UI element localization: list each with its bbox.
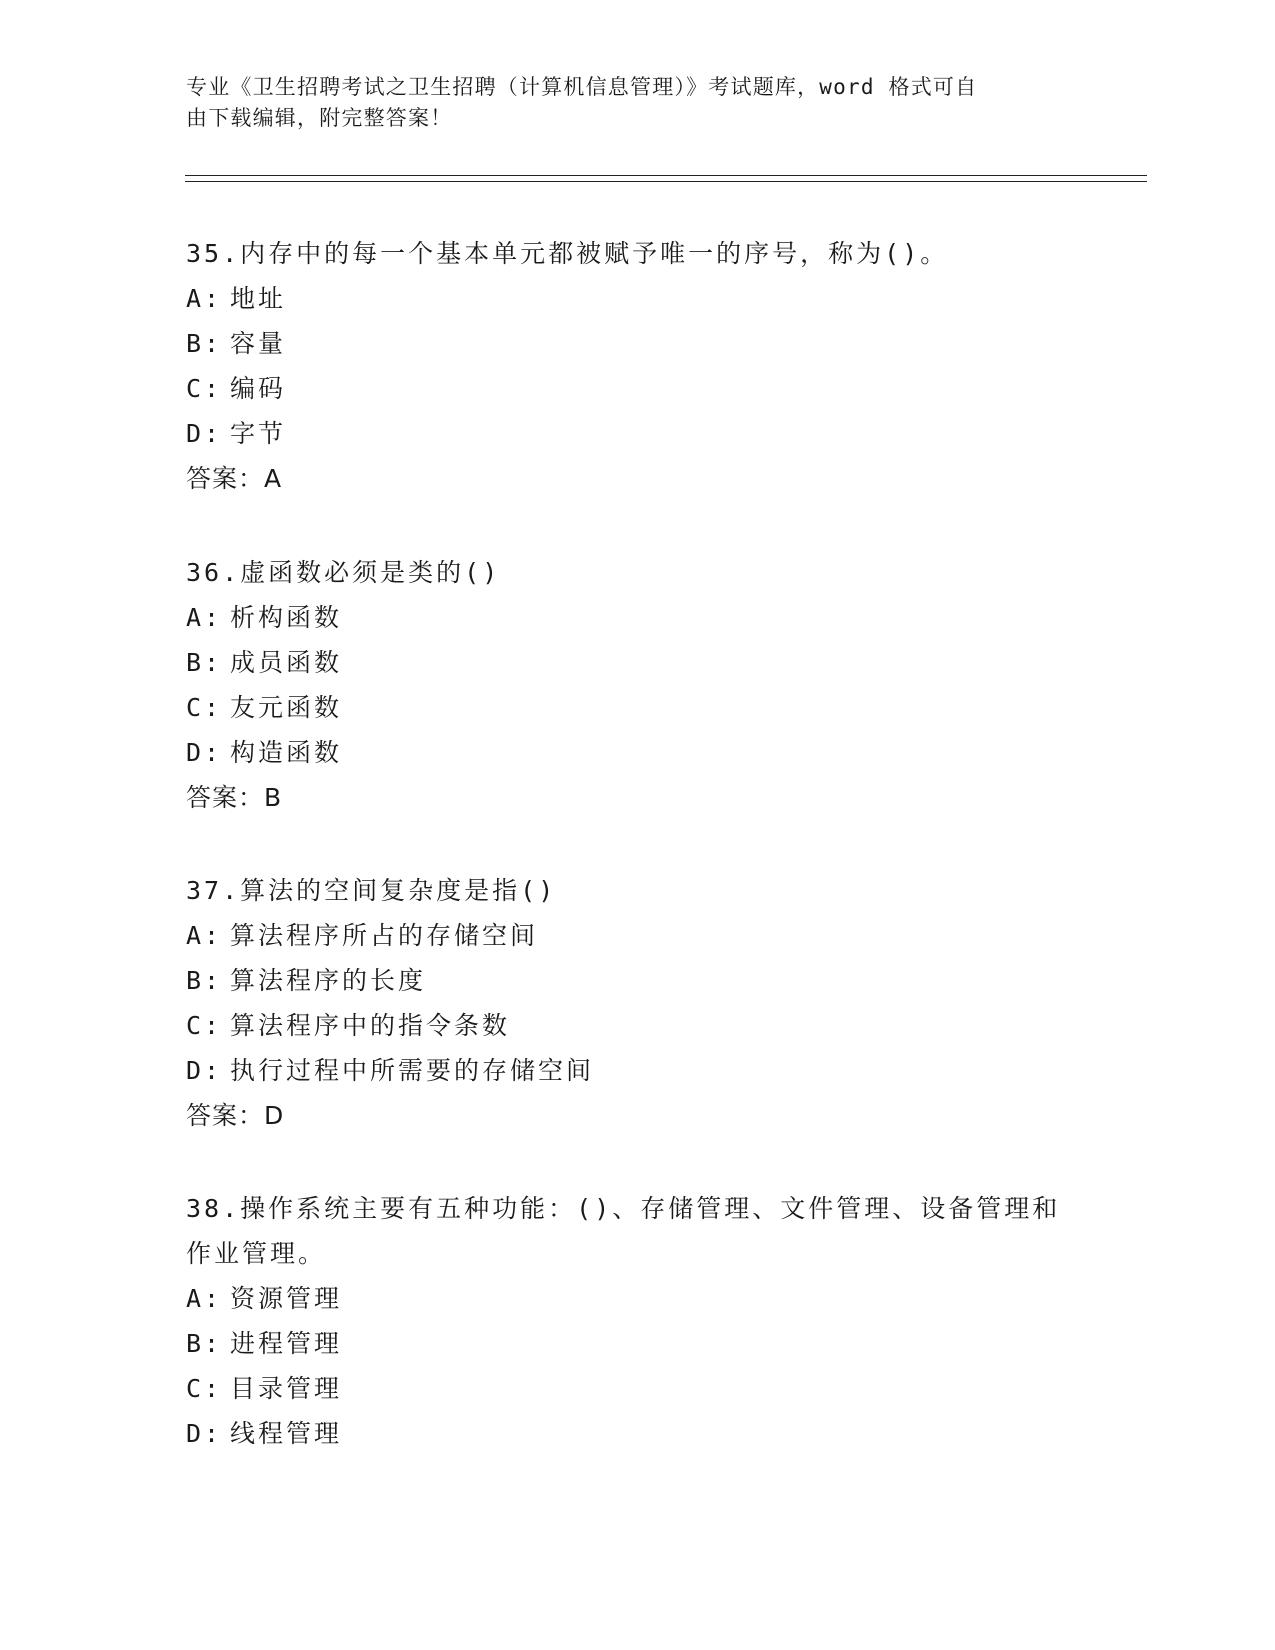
option-text: 执行过程中所需要的存储空间	[230, 1056, 595, 1085]
option-a	[186, 276, 1086, 321]
question-36	[186, 550, 1086, 820]
option-letter: C:	[186, 1374, 223, 1403]
option-letter: B:	[186, 966, 223, 995]
option-c	[186, 685, 1086, 730]
question-stem: 37.算法的空间复杂度是指()	[186, 876, 557, 905]
header-line-1: 专业《卫生招聘考试之卫生招聘（计算机信息管理）》考试题库，word 格式可自	[186, 75, 978, 99]
option-text: 字节	[230, 419, 287, 448]
option-a	[186, 913, 1086, 958]
option-text: 编码	[230, 374, 287, 403]
option-text: 算法程序的长度	[230, 966, 427, 995]
document-header	[186, 72, 1066, 134]
option-d	[186, 411, 1086, 456]
option-letter: D:	[186, 1056, 223, 1085]
option-text: 友元函数	[230, 693, 343, 722]
header-divider-bottom	[185, 181, 1147, 182]
question-stem: 36.虚函数必须是类的()	[186, 558, 501, 587]
option-text: 算法程序中的指令条数	[230, 1011, 511, 1040]
option-text: 成员函数	[230, 648, 343, 677]
option-text: 目录管理	[230, 1374, 343, 1403]
option-letter: D:	[186, 738, 223, 767]
option-text: 进程管理	[230, 1329, 343, 1358]
question-stem-line-2: 作业管理。	[186, 1239, 327, 1268]
option-b	[186, 321, 1086, 366]
question-37	[186, 868, 1086, 1138]
option-text: 线程管理	[230, 1419, 343, 1448]
option-a	[186, 1276, 1086, 1321]
option-letter: B:	[186, 1329, 223, 1358]
option-b	[186, 640, 1086, 685]
option-letter: C:	[186, 1011, 223, 1040]
option-b	[186, 958, 1086, 1003]
option-c	[186, 1003, 1086, 1048]
option-letter: A:	[186, 1284, 223, 1313]
option-letter: A:	[186, 921, 223, 950]
option-letter: D:	[186, 1419, 223, 1448]
option-b	[186, 1321, 1086, 1366]
option-letter: C:	[186, 374, 223, 403]
option-text: 资源管理	[230, 1284, 343, 1313]
header-divider-top	[185, 175, 1147, 176]
question-35	[186, 231, 1086, 501]
option-d	[186, 1048, 1086, 1093]
option-text: 地址	[230, 284, 287, 313]
option-a	[186, 595, 1086, 640]
question-38	[186, 1186, 1086, 1456]
option-letter: A:	[186, 603, 223, 632]
question-stem: 35.内存中的每一个基本单元都被赋予唯一的序号，称为()。	[186, 239, 949, 268]
answer-line: 答案：B	[186, 783, 283, 812]
option-d	[186, 730, 1086, 775]
option-text: 析构函数	[230, 603, 343, 632]
option-text: 构造函数	[230, 738, 343, 767]
option-c	[186, 1366, 1086, 1411]
question-stem-line-1: 38.操作系统主要有五种功能：()、存储管理、文件管理、设备管理和	[186, 1194, 1061, 1223]
option-letter: A:	[186, 284, 223, 313]
option-letter: B:	[186, 329, 223, 358]
option-text: 容量	[230, 329, 287, 358]
option-text: 算法程序所占的存储空间	[230, 921, 539, 950]
header-line-2: 由下载编辑，附完整答案！	[186, 106, 453, 130]
option-d	[186, 1411, 1086, 1456]
option-c	[186, 366, 1086, 411]
option-letter: C:	[186, 693, 223, 722]
option-letter: D:	[186, 419, 223, 448]
option-letter: B:	[186, 648, 223, 677]
answer-line: 答案：A	[186, 464, 283, 493]
answer-line: 答案：D	[186, 1101, 285, 1130]
